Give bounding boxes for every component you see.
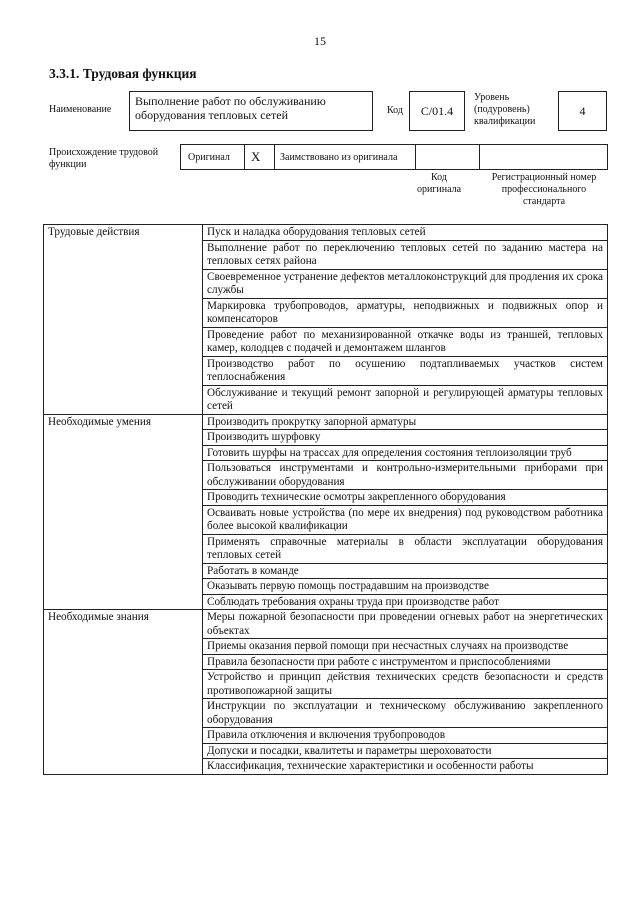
list-item: Приемы оказания первой помощи при несчастных случаях на производстве xyxy=(203,639,608,655)
list-item: Маркировка трубопроводов, арматуры, неподвижных и подвижных опор и компенсаторов xyxy=(203,298,608,327)
list-item: Обслуживание и текущий ремонт запорной и регулирующей арматуры тепловых сетей xyxy=(203,385,608,414)
list-item: Пользоваться инструментами и контрольно-измерительными приборами при обслуживании оборудования xyxy=(203,461,608,490)
list-item: Проведение работ по механизированной откачке воды из траншей, тепловых камер, колодцев с подачей и демонтажем шлангов xyxy=(203,327,608,356)
list-item: Осваивать новые устройства (по мере их внедрения) под руководством работника более высокой квалификации xyxy=(203,505,608,534)
code-value: С/01.4 xyxy=(420,104,454,118)
list-item: Соблюдать требования охраны труда при производстве работ xyxy=(203,594,608,610)
section-title: 3.3.1. Трудовая функция xyxy=(49,66,197,81)
page-number: 15 xyxy=(314,34,326,48)
list-item: Инструкции по эксплуатации и техническому обслуживанию закрепленного оборудования xyxy=(203,699,608,728)
original-label: Оригинал xyxy=(188,152,230,163)
level-box xyxy=(558,91,607,131)
original-mark: X xyxy=(251,149,261,164)
code-box xyxy=(409,91,465,131)
origin-divider xyxy=(415,145,416,169)
list-item: Производить прокрутку запорной арматуры xyxy=(203,414,608,430)
table-row xyxy=(44,610,608,639)
list-item: Классификация, технические характеристики и особенности работы xyxy=(203,759,608,775)
list-item: Проводить технические осмотры закрепленного оборудования xyxy=(203,490,608,506)
name-label: Наименование xyxy=(49,104,112,115)
origin-table xyxy=(180,144,608,170)
origin-divider xyxy=(244,145,245,169)
list-item: Производство работ по осушению подтапливаемых участков систем теплоснабжения xyxy=(203,356,608,385)
list-item: Производить шурфовку xyxy=(203,430,608,446)
list-item: Выполнение работ по переключению тепловых сетей по заданию мастера на тепловых сетях района xyxy=(203,240,608,269)
section-title-labor-actions: Трудовые действия xyxy=(44,225,203,415)
list-item: Меры пожарной безопасности при проведении огневых работ на энергетических объектах xyxy=(203,610,608,639)
list-item: Готовить шурфы на трассах для определения состояния теплоизоляции труб xyxy=(203,445,608,461)
table-row xyxy=(44,225,608,241)
labor-function-table xyxy=(43,224,608,775)
original-code-caption: Код оригинала xyxy=(416,172,462,195)
code-label: Код xyxy=(387,105,403,116)
level-value: 4 xyxy=(579,104,586,118)
function-name-box xyxy=(129,91,373,131)
origin-divider xyxy=(274,145,275,169)
section-title-required-knowledge: Необходимые знания xyxy=(44,610,203,775)
origin-divider xyxy=(479,145,480,169)
list-item: Допуски и посадки, квалитеты и параметры шероховатости xyxy=(203,743,608,759)
section-title-required-skills: Необходимые умения xyxy=(44,414,203,610)
list-item: Правила отключения и включения трубопроводов xyxy=(203,728,608,744)
list-item: Работать в команде xyxy=(203,563,608,579)
borrowed-label: Заимствовано из оригинала xyxy=(280,152,398,163)
table-row xyxy=(44,414,608,430)
registration-number-caption: Регистрационный номер профессионального стандарта xyxy=(491,172,597,207)
list-item: Оказывать первую помощь пострадавшим на производстве xyxy=(203,579,608,595)
list-item: Правила безопасности при работе с инструментом и приспособлениями xyxy=(203,654,608,670)
list-item: Устройство и принцип действия технических средств безопасности и средств противопожарной защиты xyxy=(203,670,608,699)
list-item: Своевременное устранение дефектов металлоконструкций для продления их срока службы xyxy=(203,269,608,298)
origin-label: Происхождение трудовой функции xyxy=(49,147,159,170)
function-name-value: Выполнение работ по обслуживанию оборудования тепловых сетей xyxy=(135,94,326,122)
list-item: Пуск и наладка оборудования тепловых сетей xyxy=(203,225,608,241)
list-item: Применять справочные материалы в области эксплуатации оборудования тепловых сетей xyxy=(203,534,608,563)
level-label: Уровень (подуровень) квалификации xyxy=(474,92,536,127)
